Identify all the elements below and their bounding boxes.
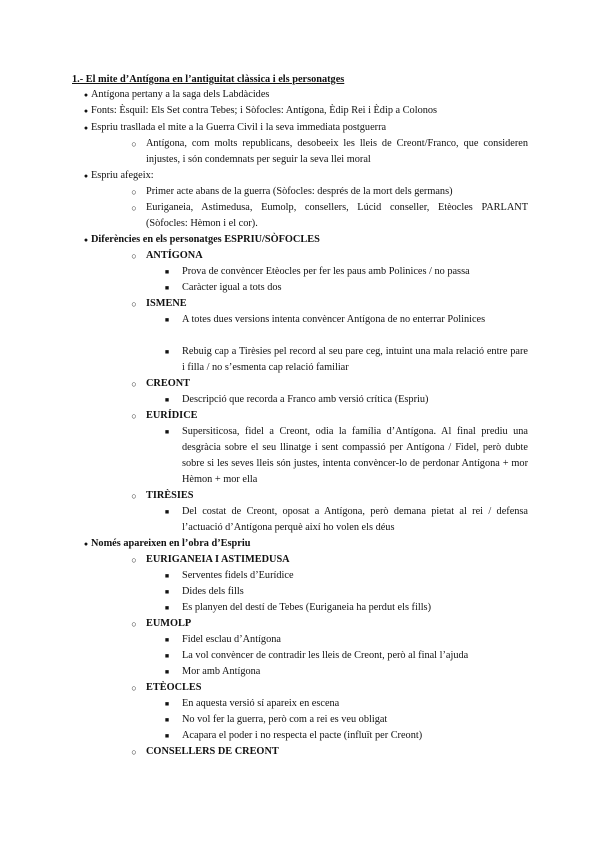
- bullet-circle-icon: ○: [131, 619, 137, 629]
- character-eumolp: [0, 616, 600, 632]
- list-item: [0, 696, 600, 712]
- character-name: EURÍDICE: [146, 410, 198, 421]
- list-item-text: Fonts: Èsquil: Els Set contra Tebes; i Sòfocles: Antígona, Èdip Rei i Èdip a Colonos: [91, 105, 438, 116]
- bullet-square-icon: ■: [164, 652, 170, 660]
- list-item: [0, 712, 600, 728]
- list-item: [0, 632, 600, 648]
- bullet-circle-icon: ○: [131, 747, 137, 757]
- bullet-square-icon: ■: [164, 604, 170, 612]
- bullet-circle-icon: ○: [131, 411, 137, 421]
- character-name: TIRÈSIES: [146, 490, 194, 501]
- bullet-circle-icon: ○: [131, 187, 137, 197]
- bullet-square-icon: ■: [164, 636, 170, 644]
- character-name: EUMOLP: [146, 618, 192, 629]
- bullet-square-icon: ■: [164, 508, 170, 516]
- list-item-text: No vol fer la guerra, però com a rei es veu obligat: [182, 714, 388, 725]
- list-item-text: Del costat de Creont, oposat a Antígona, però demana pietat al rei / defensa l’actuació d’Antígona perquè així ho volen els déus: [182, 506, 528, 533]
- list-item-text: Acapara el poder i no respecta el pacte (influït per Creont): [182, 730, 423, 741]
- bullet-circle-icon: ○: [131, 203, 137, 213]
- bullet-circle-icon: ○: [131, 555, 137, 565]
- character-name: EURIGANEIA I ASTIMEDUSA: [146, 554, 290, 565]
- character-euriganeia-astimedusa: [0, 552, 600, 568]
- list-item: [0, 312, 600, 344]
- bullet-circle-icon: ○: [131, 379, 137, 389]
- bullet-circle-icon: ○: [131, 299, 137, 309]
- list-item-antigona-republicans: [0, 136, 600, 168]
- list-item: [0, 280, 600, 296]
- list-item-text: En aquesta versió sí apareix en escena: [182, 698, 340, 709]
- bullet-square-icon: ■: [164, 284, 170, 292]
- bullet-disc-icon: ●: [83, 124, 89, 132]
- list-item-text: Es planyen del destí de Tebes (Euriganeia ha perdut els fills): [182, 602, 431, 613]
- character-eteocles: [0, 680, 600, 696]
- bullet-square-icon: ■: [164, 316, 170, 324]
- list-item-text: Només apareixen en l’obra d’Espriu: [91, 538, 251, 549]
- bullet-square-icon: ■: [164, 700, 170, 708]
- list-item-text: Antígona pertany a la saga dels Labdàcides: [91, 89, 270, 100]
- character-name: ETÈOCLES: [146, 682, 202, 693]
- character-antigona: [0, 248, 600, 264]
- character-ismene: [0, 296, 600, 312]
- bullet-disc-icon: ●: [83, 91, 89, 99]
- bullet-square-icon: ■: [164, 668, 170, 676]
- bullet-disc-icon: ●: [83, 172, 89, 180]
- list-item-text: Mor amb Antígona: [182, 666, 261, 677]
- list-item-text: A totes dues versions intenta convèncer Antígona de no enterrar Polinices: [182, 314, 486, 325]
- list-item-text: Diferències en els personatges ESPRIU/SÒFOCLES: [91, 234, 320, 245]
- list-item-text: La vol convèncer de contradir les lleis de Creont, però al final l’ajuda: [182, 650, 469, 661]
- list-item-nous-personatges: [0, 200, 600, 232]
- list-item-text: Caràcter igual a tots dos: [182, 282, 282, 293]
- bullet-square-icon: ■: [164, 428, 170, 436]
- character-consellers: [0, 744, 600, 760]
- character-creont: [0, 376, 600, 392]
- list-item-nomes-espriu: [0, 536, 600, 552]
- bullet-circle-icon: ○: [131, 683, 137, 693]
- list-item: [0, 424, 600, 488]
- bullet-disc-icon: ●: [83, 236, 89, 244]
- list-item-espriu-trasllada: [0, 120, 600, 136]
- character-name: CONSELLERS DE CREONT: [146, 746, 279, 757]
- bullet-square-icon: ■: [164, 716, 170, 724]
- list-item-text: Dides dels fills: [182, 586, 244, 597]
- list-item-fonts: [0, 103, 600, 119]
- list-item-text: Espriu afegeix:: [91, 170, 154, 181]
- list-item: [0, 728, 600, 744]
- bullet-square-icon: ■: [164, 572, 170, 580]
- bullet-square-icon: ■: [164, 396, 170, 404]
- bullet-square-icon: ■: [164, 268, 170, 276]
- list-item-text: Prova de convèncer Etèocles per fer les paus amb Polinices / no passa: [182, 266, 470, 277]
- list-item-saga: [0, 87, 600, 103]
- list-item-espriu-afegeix: [0, 168, 600, 184]
- list-item-diferencies: [0, 232, 600, 248]
- list-item-text: Fidel esclau d’Antígona: [182, 634, 281, 645]
- bullet-disc-icon: ●: [83, 107, 89, 115]
- bullet-square-icon: ■: [164, 732, 170, 740]
- list-item-text: Primer acte abans de la guerra (Sòfocles: després de la mort dels germans): [146, 186, 453, 197]
- bullet-square-icon: ■: [164, 588, 170, 596]
- list-item: [0, 504, 600, 536]
- bullet-disc-icon: ●: [83, 540, 89, 548]
- list-item-text: Antígona, com molts republicans, desobeeix les lleis de Creont/Franco, que consideren injustes, i són condemnats per seguir la seva llei moral: [146, 138, 528, 165]
- list-item: [0, 664, 600, 680]
- list-item-text: Rebuig cap a Tirèsies pel record al seu pare ceg, intuint una mala relació entre pare i filla / no s’esmenta cap relació familiar: [182, 346, 528, 373]
- list-item: [0, 344, 600, 376]
- list-item: [0, 600, 600, 616]
- character-name: CREONT: [146, 378, 191, 389]
- character-name: ANTÍGONA: [146, 250, 203, 261]
- list-item: [0, 648, 600, 664]
- bullet-square-icon: ■: [164, 348, 170, 356]
- list-item-text: Euriganeia, Astimedusa, Eumolp, consellers, Lúcid conseller, Etèocles PARLANT (Sòfocles: Hèmon i el cor).: [146, 202, 528, 229]
- character-name: ISMENE: [146, 298, 187, 309]
- list-item: [0, 264, 600, 280]
- character-euridice: [0, 408, 600, 424]
- list-item-primer-acte: [0, 184, 600, 200]
- list-item: [0, 568, 600, 584]
- list-item-text: Descripció que recorda a Franco amb versió crítica (Espriu): [182, 394, 429, 405]
- list-item-text: Espriu trasllada el mite a la Guerra Civil i la seva immediata postguerra: [91, 122, 387, 133]
- bullet-circle-icon: ○: [131, 139, 137, 149]
- section-heading: 1.- El mite d’Antígona en l’antiguitat clàssica i els personatges: [72, 74, 345, 85]
- bullet-circle-icon: ○: [131, 251, 137, 261]
- list-item-text: Serventes fidels d’Eurídice: [182, 570, 294, 581]
- character-tiresies: [0, 488, 600, 504]
- list-item: [0, 584, 600, 600]
- list-item: [0, 392, 600, 408]
- bullet-circle-icon: ○: [131, 491, 137, 501]
- list-item-text: Supersiticosa, fidel a Creont, odia la família d’Antígona. Al final prediu una desgràcia sobre el seu llinatge i sent compassió per Antígona / Fidel, però dubte sobre si les seves lleis són justes, intenta convèncer-lo de perdonar Antígona + mor Hèmon + mor ella: [182, 426, 528, 485]
